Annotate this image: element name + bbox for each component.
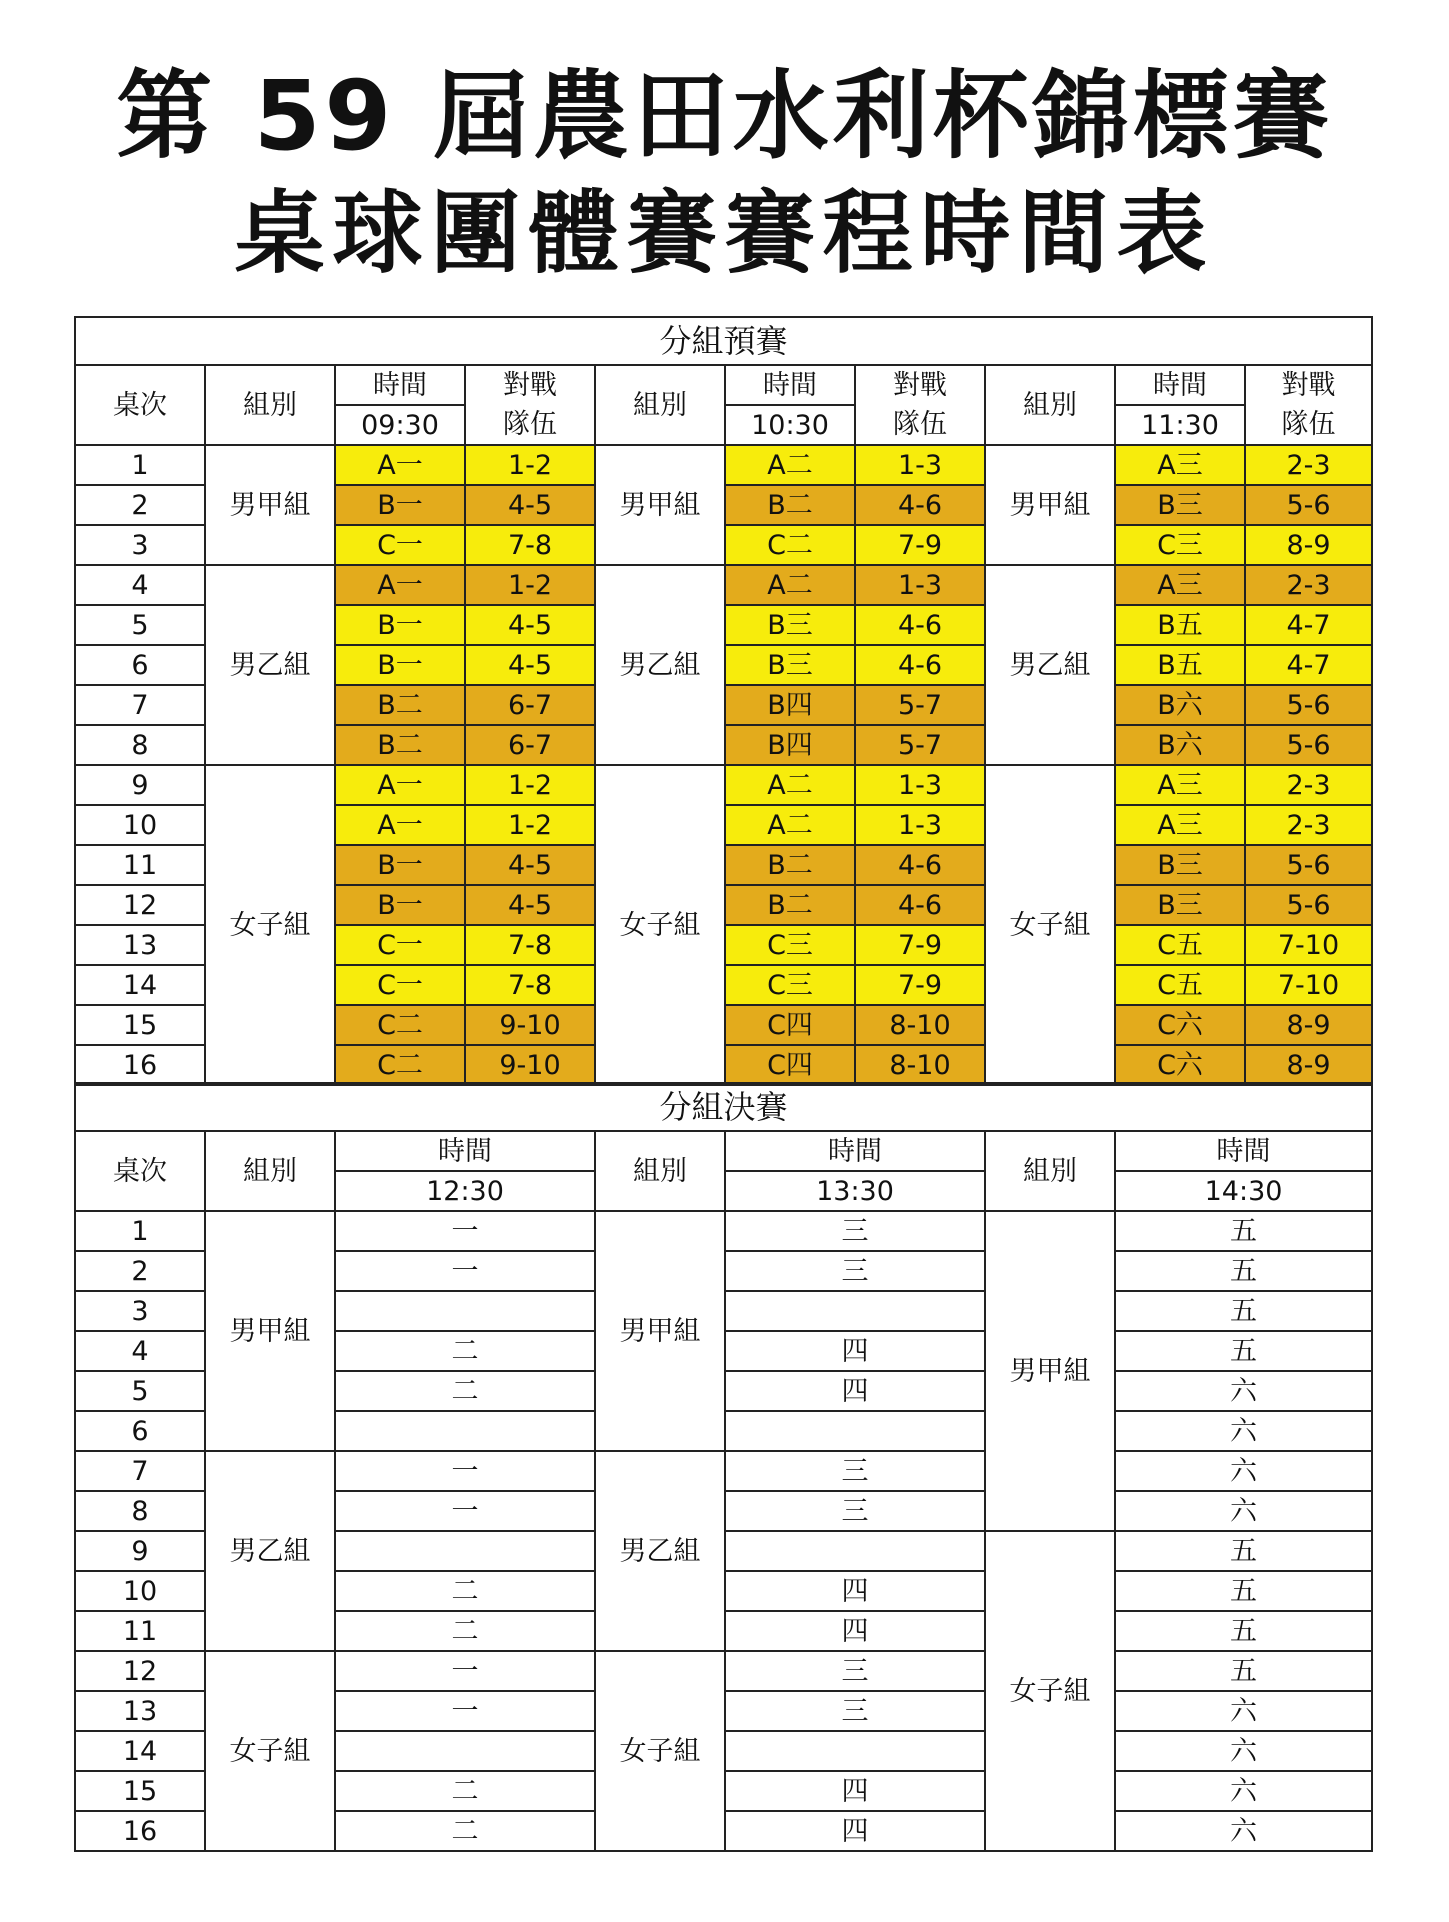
group-name: 男甲組 — [595, 445, 725, 565]
final-slot: 一 — [335, 1651, 595, 1691]
table-number: 4 — [75, 1331, 205, 1371]
final-slot — [335, 1531, 595, 1571]
match-teams: 1-3 — [855, 765, 985, 805]
match-code: A二 — [725, 765, 855, 805]
match-code: B五 — [1115, 645, 1245, 685]
final-slot: 六 — [1115, 1691, 1372, 1731]
group-name: 女子組 — [985, 765, 1115, 1085]
match-code: B六 — [1115, 725, 1245, 765]
match-code: B二 — [725, 845, 855, 885]
final-row — [75, 1651, 1372, 1691]
header-table-number: 桌次 — [75, 1131, 205, 1211]
title-line-1: 第 59 屆農田水利杯錦標賽 — [116, 60, 1333, 172]
match-teams: 9-10 — [465, 1045, 595, 1085]
final-slot: 六 — [1115, 1371, 1372, 1411]
group-name: 男乙組 — [985, 565, 1115, 765]
final-section-row — [75, 1083, 1372, 1131]
match-teams: 5-6 — [1245, 725, 1372, 765]
final-slot — [725, 1291, 985, 1331]
match-teams: 7-9 — [855, 525, 985, 565]
table-number: 8 — [75, 725, 205, 765]
match-code: A二 — [725, 805, 855, 845]
header-time: 時間 — [335, 1131, 595, 1171]
title-line-2: 桌球團體賽賽程時間表 — [234, 181, 1215, 286]
table-number: 14 — [75, 965, 205, 1005]
final-slot: 六 — [1115, 1451, 1372, 1491]
match-code: B一 — [335, 845, 465, 885]
match-teams: 4-5 — [465, 485, 595, 525]
match-code: B二 — [725, 485, 855, 525]
table-number: 11 — [75, 845, 205, 885]
group-name: 男乙組 — [595, 1451, 725, 1651]
match-teams: 5-6 — [1245, 485, 1372, 525]
match-teams: 4-6 — [855, 485, 985, 525]
final-slot — [335, 1731, 595, 1771]
group-name: 男甲組 — [985, 1211, 1115, 1531]
match-code: B一 — [335, 645, 465, 685]
final-slot: 二 — [335, 1331, 595, 1371]
match-teams: 9-10 — [465, 1005, 595, 1045]
match-code: A三 — [1115, 445, 1245, 485]
match-teams: 5-7 — [855, 685, 985, 725]
table-number: 10 — [75, 1571, 205, 1611]
table-number: 12 — [75, 885, 205, 925]
match-teams: 8-10 — [855, 1045, 985, 1085]
match-teams: 5-7 — [855, 725, 985, 765]
final-slot: 五 — [1115, 1651, 1372, 1691]
prelim-header-row — [75, 365, 1372, 405]
header-time: 時間 — [1115, 365, 1245, 405]
match-code: A三 — [1115, 565, 1245, 605]
final-slot: 六 — [1115, 1771, 1372, 1811]
final-slot: 三 — [725, 1251, 985, 1291]
match-teams: 7-9 — [855, 925, 985, 965]
final-section-title: 分組決賽 — [75, 1083, 1372, 1131]
table-number: 16 — [75, 1045, 205, 1085]
final-slot: 六 — [1115, 1411, 1372, 1451]
final-slot — [725, 1531, 985, 1571]
header-time-value: 13:30 — [725, 1171, 985, 1211]
match-code: B一 — [335, 885, 465, 925]
final-slot: 一 — [335, 1451, 595, 1491]
match-teams: 7-8 — [465, 925, 595, 965]
group-name: 女子組 — [205, 765, 335, 1085]
final-slot: 三 — [725, 1651, 985, 1691]
match-teams: 4-7 — [1245, 645, 1372, 685]
prelim-row — [75, 765, 1372, 805]
final-slot: 五 — [1115, 1211, 1372, 1251]
header-matchup-line2: 隊伍 — [1245, 405, 1372, 445]
match-teams: 8-9 — [1245, 525, 1372, 565]
final-row — [75, 1451, 1372, 1491]
final-slot: 三 — [725, 1451, 985, 1491]
match-teams: 6-7 — [465, 725, 595, 765]
header-matchup: 對戰 — [1245, 365, 1372, 405]
match-code: B一 — [335, 485, 465, 525]
final-slot: 四 — [725, 1811, 985, 1851]
match-code: C四 — [725, 1045, 855, 1085]
table-number: 10 — [75, 805, 205, 845]
final-slot: 三 — [725, 1691, 985, 1731]
match-code: A一 — [335, 765, 465, 805]
final-slot: 二 — [335, 1371, 595, 1411]
final-slot: 三 — [725, 1491, 985, 1531]
group-name: 女子組 — [595, 765, 725, 1085]
table-number: 14 — [75, 1731, 205, 1771]
table-number: 4 — [75, 565, 205, 605]
final-slot: 五 — [1115, 1571, 1372, 1611]
final-slot: 一 — [335, 1691, 595, 1731]
match-teams: 4-5 — [465, 605, 595, 645]
match-code: C二 — [725, 525, 855, 565]
group-name: 女子組 — [595, 1651, 725, 1851]
match-teams: 1-2 — [465, 805, 595, 845]
match-code: C五 — [1115, 965, 1245, 1005]
match-code: C一 — [335, 965, 465, 1005]
group-name: 男乙組 — [205, 565, 335, 765]
header-time: 時間 — [335, 365, 465, 405]
match-code: C六 — [1115, 1045, 1245, 1085]
match-teams: 7-10 — [1245, 925, 1372, 965]
header-group: 組別 — [205, 365, 335, 445]
table-number: 2 — [75, 1251, 205, 1291]
group-name: 男乙組 — [595, 565, 725, 765]
table-number: 15 — [75, 1005, 205, 1045]
match-code: B四 — [725, 725, 855, 765]
match-teams: 4-5 — [465, 645, 595, 685]
final-slot: 六 — [1115, 1731, 1372, 1771]
match-code: C三 — [725, 965, 855, 1005]
table-number: 3 — [75, 1291, 205, 1331]
match-code: C四 — [725, 1005, 855, 1045]
final-slot: 五 — [1115, 1331, 1372, 1371]
table-number: 7 — [75, 685, 205, 725]
group-name: 男甲組 — [985, 445, 1115, 565]
final-slot: 五 — [1115, 1531, 1372, 1571]
match-code: B三 — [1115, 485, 1245, 525]
final-slot: 六 — [1115, 1811, 1372, 1851]
match-code: C一 — [335, 525, 465, 565]
match-teams: 4-6 — [855, 605, 985, 645]
match-teams: 1-3 — [855, 565, 985, 605]
table-number: 5 — [75, 1371, 205, 1411]
final-slot: 四 — [725, 1611, 985, 1651]
table-number: 2 — [75, 485, 205, 525]
group-name: 男甲組 — [205, 1211, 335, 1451]
group-name: 女子組 — [205, 1651, 335, 1851]
table-number: 1 — [75, 1211, 205, 1251]
final-slot: 二 — [335, 1771, 595, 1811]
prelim-row — [75, 565, 1372, 605]
header-table-number: 桌次 — [75, 365, 205, 445]
match-teams: 2-3 — [1245, 445, 1372, 485]
header-group: 組別 — [985, 1131, 1115, 1211]
header-group: 組別 — [595, 365, 725, 445]
match-code: B三 — [725, 605, 855, 645]
match-teams: 5-6 — [1245, 685, 1372, 725]
match-code: B二 — [725, 885, 855, 925]
match-code: B三 — [1115, 885, 1245, 925]
group-name: 男甲組 — [595, 1211, 725, 1451]
match-teams: 1-2 — [465, 565, 595, 605]
prelim-row — [75, 445, 1372, 485]
header-matchup: 對戰 — [855, 365, 985, 405]
match-teams: 4-5 — [465, 885, 595, 925]
match-teams: 8-10 — [855, 1005, 985, 1045]
header-time-value: 11:30 — [1115, 405, 1245, 445]
match-code: A二 — [725, 445, 855, 485]
match-teams: 1-3 — [855, 445, 985, 485]
final-slot: 二 — [335, 1811, 595, 1851]
match-code: B二 — [335, 725, 465, 765]
header-group: 組別 — [595, 1131, 725, 1211]
final-slot: 二 — [335, 1571, 595, 1611]
final-slot: 六 — [1115, 1491, 1372, 1531]
match-teams: 1-3 — [855, 805, 985, 845]
final-schedule-table — [74, 1082, 1373, 1852]
match-code: C三 — [725, 925, 855, 965]
table-number: 8 — [75, 1491, 205, 1531]
final-slot — [725, 1411, 985, 1451]
header-time-value: 14:30 — [1115, 1171, 1372, 1211]
final-slot: 二 — [335, 1611, 595, 1651]
match-teams: 7-8 — [465, 965, 595, 1005]
header-matchup: 對戰 — [465, 365, 595, 405]
match-teams: 4-6 — [855, 885, 985, 925]
table-number: 15 — [75, 1771, 205, 1811]
table-number: 12 — [75, 1651, 205, 1691]
match-code: B六 — [1115, 685, 1245, 725]
final-slot: 一 — [335, 1491, 595, 1531]
match-code: C二 — [335, 1045, 465, 1085]
header-matchup-line2: 隊伍 — [855, 405, 985, 445]
header-group: 組別 — [205, 1131, 335, 1211]
match-teams: 5-6 — [1245, 845, 1372, 885]
table-number: 7 — [75, 1451, 205, 1491]
match-code: B一 — [335, 605, 465, 645]
match-teams: 8-9 — [1245, 1005, 1372, 1045]
match-code: A一 — [335, 445, 465, 485]
final-slot — [725, 1731, 985, 1771]
match-teams: 4-6 — [855, 645, 985, 685]
table-number: 16 — [75, 1811, 205, 1851]
table-number: 9 — [75, 1531, 205, 1571]
match-teams: 6-7 — [465, 685, 595, 725]
match-code: C三 — [1115, 525, 1245, 565]
table-number: 3 — [75, 525, 205, 565]
match-code: C二 — [335, 1005, 465, 1045]
match-teams: 2-3 — [1245, 565, 1372, 605]
header-time: 時間 — [725, 1131, 985, 1171]
header-time-value: 10:30 — [725, 405, 855, 445]
final-slot — [335, 1291, 595, 1331]
match-code: B四 — [725, 685, 855, 725]
header-time-value: 12:30 — [335, 1171, 595, 1211]
final-slot: 五 — [1115, 1251, 1372, 1291]
table-number: 11 — [75, 1611, 205, 1651]
table-number: 13 — [75, 925, 205, 965]
match-teams: 7-10 — [1245, 965, 1372, 1005]
table-number: 1 — [75, 445, 205, 485]
final-header-row — [75, 1131, 1372, 1171]
match-teams: 4-7 — [1245, 605, 1372, 645]
table-number: 9 — [75, 765, 205, 805]
prelim-section-row — [75, 317, 1372, 365]
match-code: C一 — [335, 925, 465, 965]
final-slot: 一 — [335, 1211, 595, 1251]
match-teams: 7-9 — [855, 965, 985, 1005]
match-teams: 4-5 — [465, 845, 595, 885]
final-slot: 四 — [725, 1371, 985, 1411]
table-number: 5 — [75, 605, 205, 645]
match-code: A三 — [1115, 765, 1245, 805]
table-number: 6 — [75, 645, 205, 685]
prelim-section-title: 分組預賽 — [75, 317, 1372, 365]
match-code: C五 — [1115, 925, 1245, 965]
header-time: 時間 — [1115, 1131, 1372, 1171]
match-code: B三 — [1115, 845, 1245, 885]
match-code: A一 — [335, 565, 465, 605]
match-code: B二 — [335, 685, 465, 725]
match-teams: 7-8 — [465, 525, 595, 565]
final-slot: 四 — [725, 1771, 985, 1811]
group-name: 男甲組 — [205, 445, 335, 565]
group-name: 女子組 — [985, 1531, 1115, 1851]
final-slot: 一 — [335, 1251, 595, 1291]
match-code: A三 — [1115, 805, 1245, 845]
final-row — [75, 1211, 1372, 1251]
table-number: 13 — [75, 1691, 205, 1731]
final-slot: 五 — [1115, 1291, 1372, 1331]
final-slot: 四 — [725, 1571, 985, 1611]
match-code: A一 — [335, 805, 465, 845]
header-time: 時間 — [725, 365, 855, 405]
table-number: 6 — [75, 1411, 205, 1451]
header-matchup-line2: 隊伍 — [465, 405, 595, 445]
group-name: 男乙組 — [205, 1451, 335, 1651]
match-code: B三 — [725, 645, 855, 685]
final-slot: 四 — [725, 1331, 985, 1371]
match-teams: 5-6 — [1245, 885, 1372, 925]
match-code: C六 — [1115, 1005, 1245, 1045]
match-teams: 8-9 — [1245, 1045, 1372, 1085]
final-slot — [335, 1411, 595, 1451]
match-teams: 2-3 — [1245, 805, 1372, 845]
match-teams: 1-2 — [465, 765, 595, 805]
match-teams: 2-3 — [1245, 765, 1372, 805]
header-time-value: 09:30 — [335, 405, 465, 445]
prelim-schedule-table — [74, 316, 1373, 1086]
match-code: A二 — [725, 565, 855, 605]
match-teams: 4-6 — [855, 845, 985, 885]
match-code: B五 — [1115, 605, 1245, 645]
final-slot: 五 — [1115, 1611, 1372, 1651]
match-teams: 1-2 — [465, 445, 595, 485]
final-slot: 三 — [725, 1211, 985, 1251]
header-group: 組別 — [985, 365, 1115, 445]
